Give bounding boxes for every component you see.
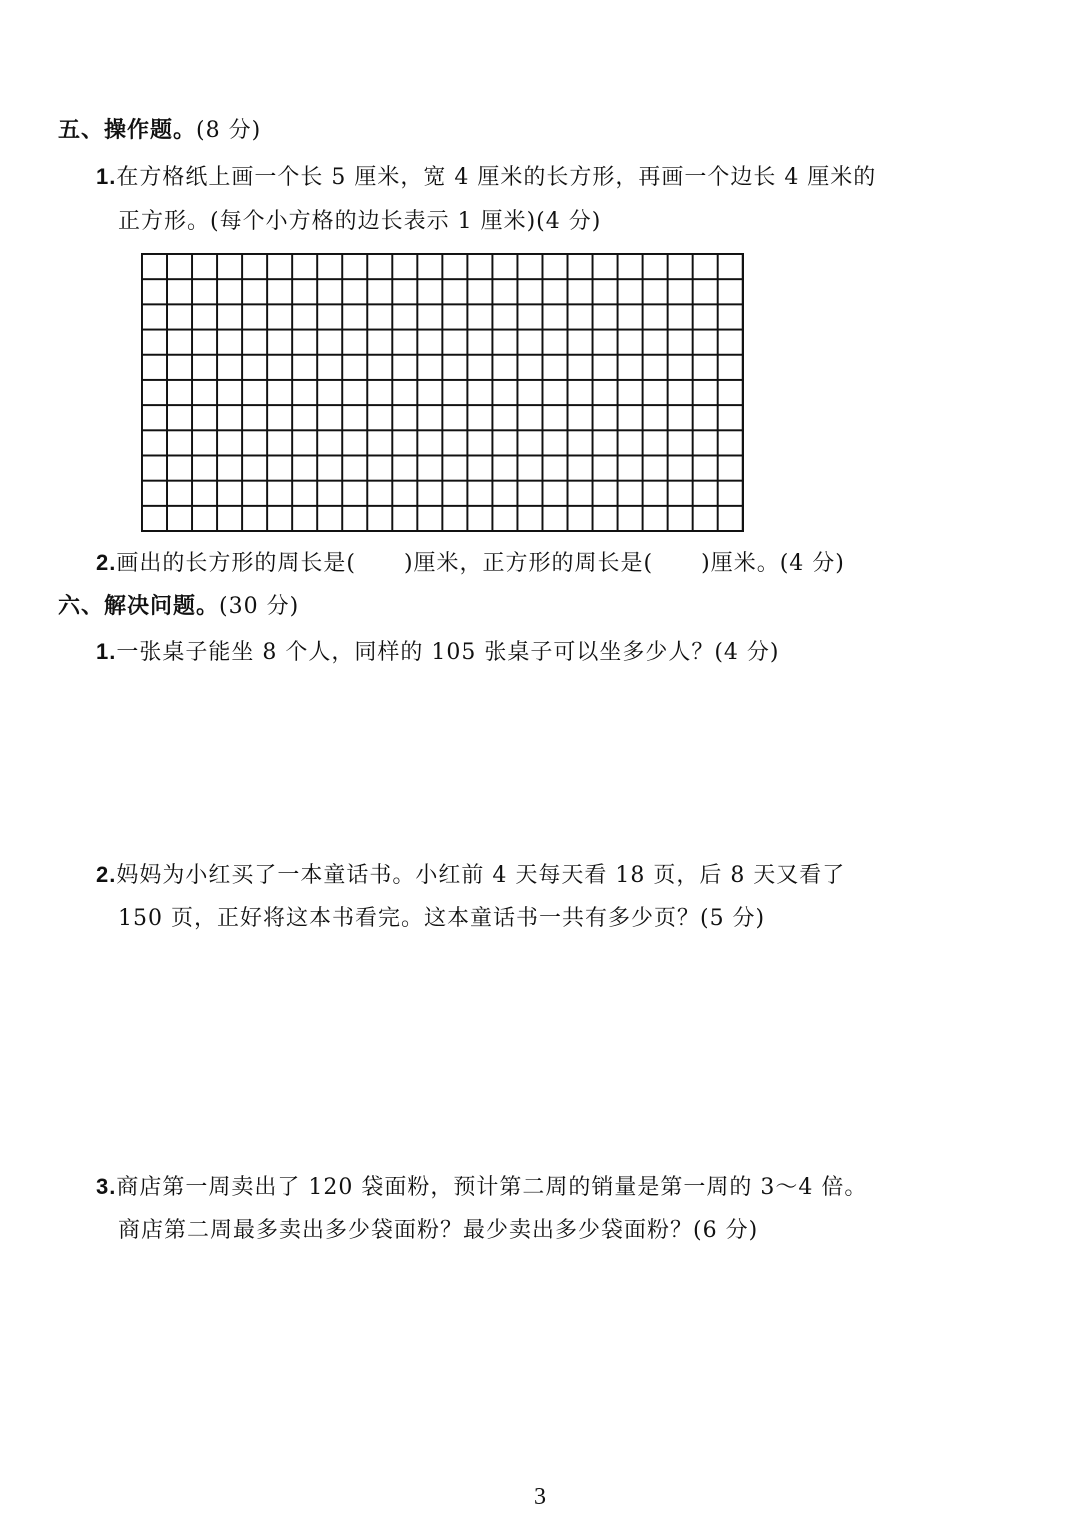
section-6-score: (30 分) [219,594,300,619]
grid-paper[interactable] [141,253,744,532]
question-text: 妈妈为小红买了一本童话书。小红前 4 天每天看 18 页，后 8 天又看了 [116,863,846,888]
question-6-1 [96,638,779,667]
page-number: 3 [534,1484,546,1510]
section-6-heading [58,593,299,621]
question-text-part-1: 画出的长方形的周长是( [116,551,356,576]
question-6-2-line-1 [96,861,845,890]
question-number: 1. [96,639,117,664]
question-text: 正方形。(每个小方格的边长表示 1 厘米)(4 分) [118,209,602,234]
answer-space-6-1[interactable] [118,680,938,850]
question-5-1-line-1 [96,163,876,192]
question-number: 2. [96,550,117,575]
question-5-2 [96,549,845,578]
question-text: 商店第二周最多卖出多少袋面粉？最少卖出多少袋面粉？(6 分) [118,1218,759,1243]
section-5-score: (8 分) [196,118,262,143]
question-number: 1. [96,164,117,189]
question-number: 3. [96,1174,117,1199]
question-text: 商店第一周卖出了 120 袋面粉，预计第二周的销量是第一周的 3～4 倍。 [116,1175,868,1200]
question-text: 在方格纸上画一个长 5 厘米，宽 4 厘米的长方形，再画一个边长 4 厘米的 [116,165,877,190]
answer-space-6-2[interactable] [118,945,938,1165]
question-6-3-line-2 [118,1217,758,1245]
question-text-part-2: )厘米，正方形的周长是( [403,551,654,576]
section-5-heading [58,117,261,145]
answer-space-6-3[interactable] [118,1260,938,1470]
question-6-3-line-1 [96,1173,867,1202]
question-6-2-line-2 [118,905,765,933]
question-text-part-3: )厘米。(4 分) [701,551,845,576]
question-text: 一张桌子能坐 8 个人，同样的 105 张桌子可以坐多少人？(4 分) [116,640,780,665]
question-text: 150 页，正好将这本书看完。这本童话书一共有多少页？(5 分) [118,906,766,931]
question-5-1-line-2 [118,208,601,236]
question-number: 2. [96,862,117,887]
section-5-title: 五、操作题。 [58,118,197,143]
section-6-title: 六、解决问题。 [58,594,220,619]
